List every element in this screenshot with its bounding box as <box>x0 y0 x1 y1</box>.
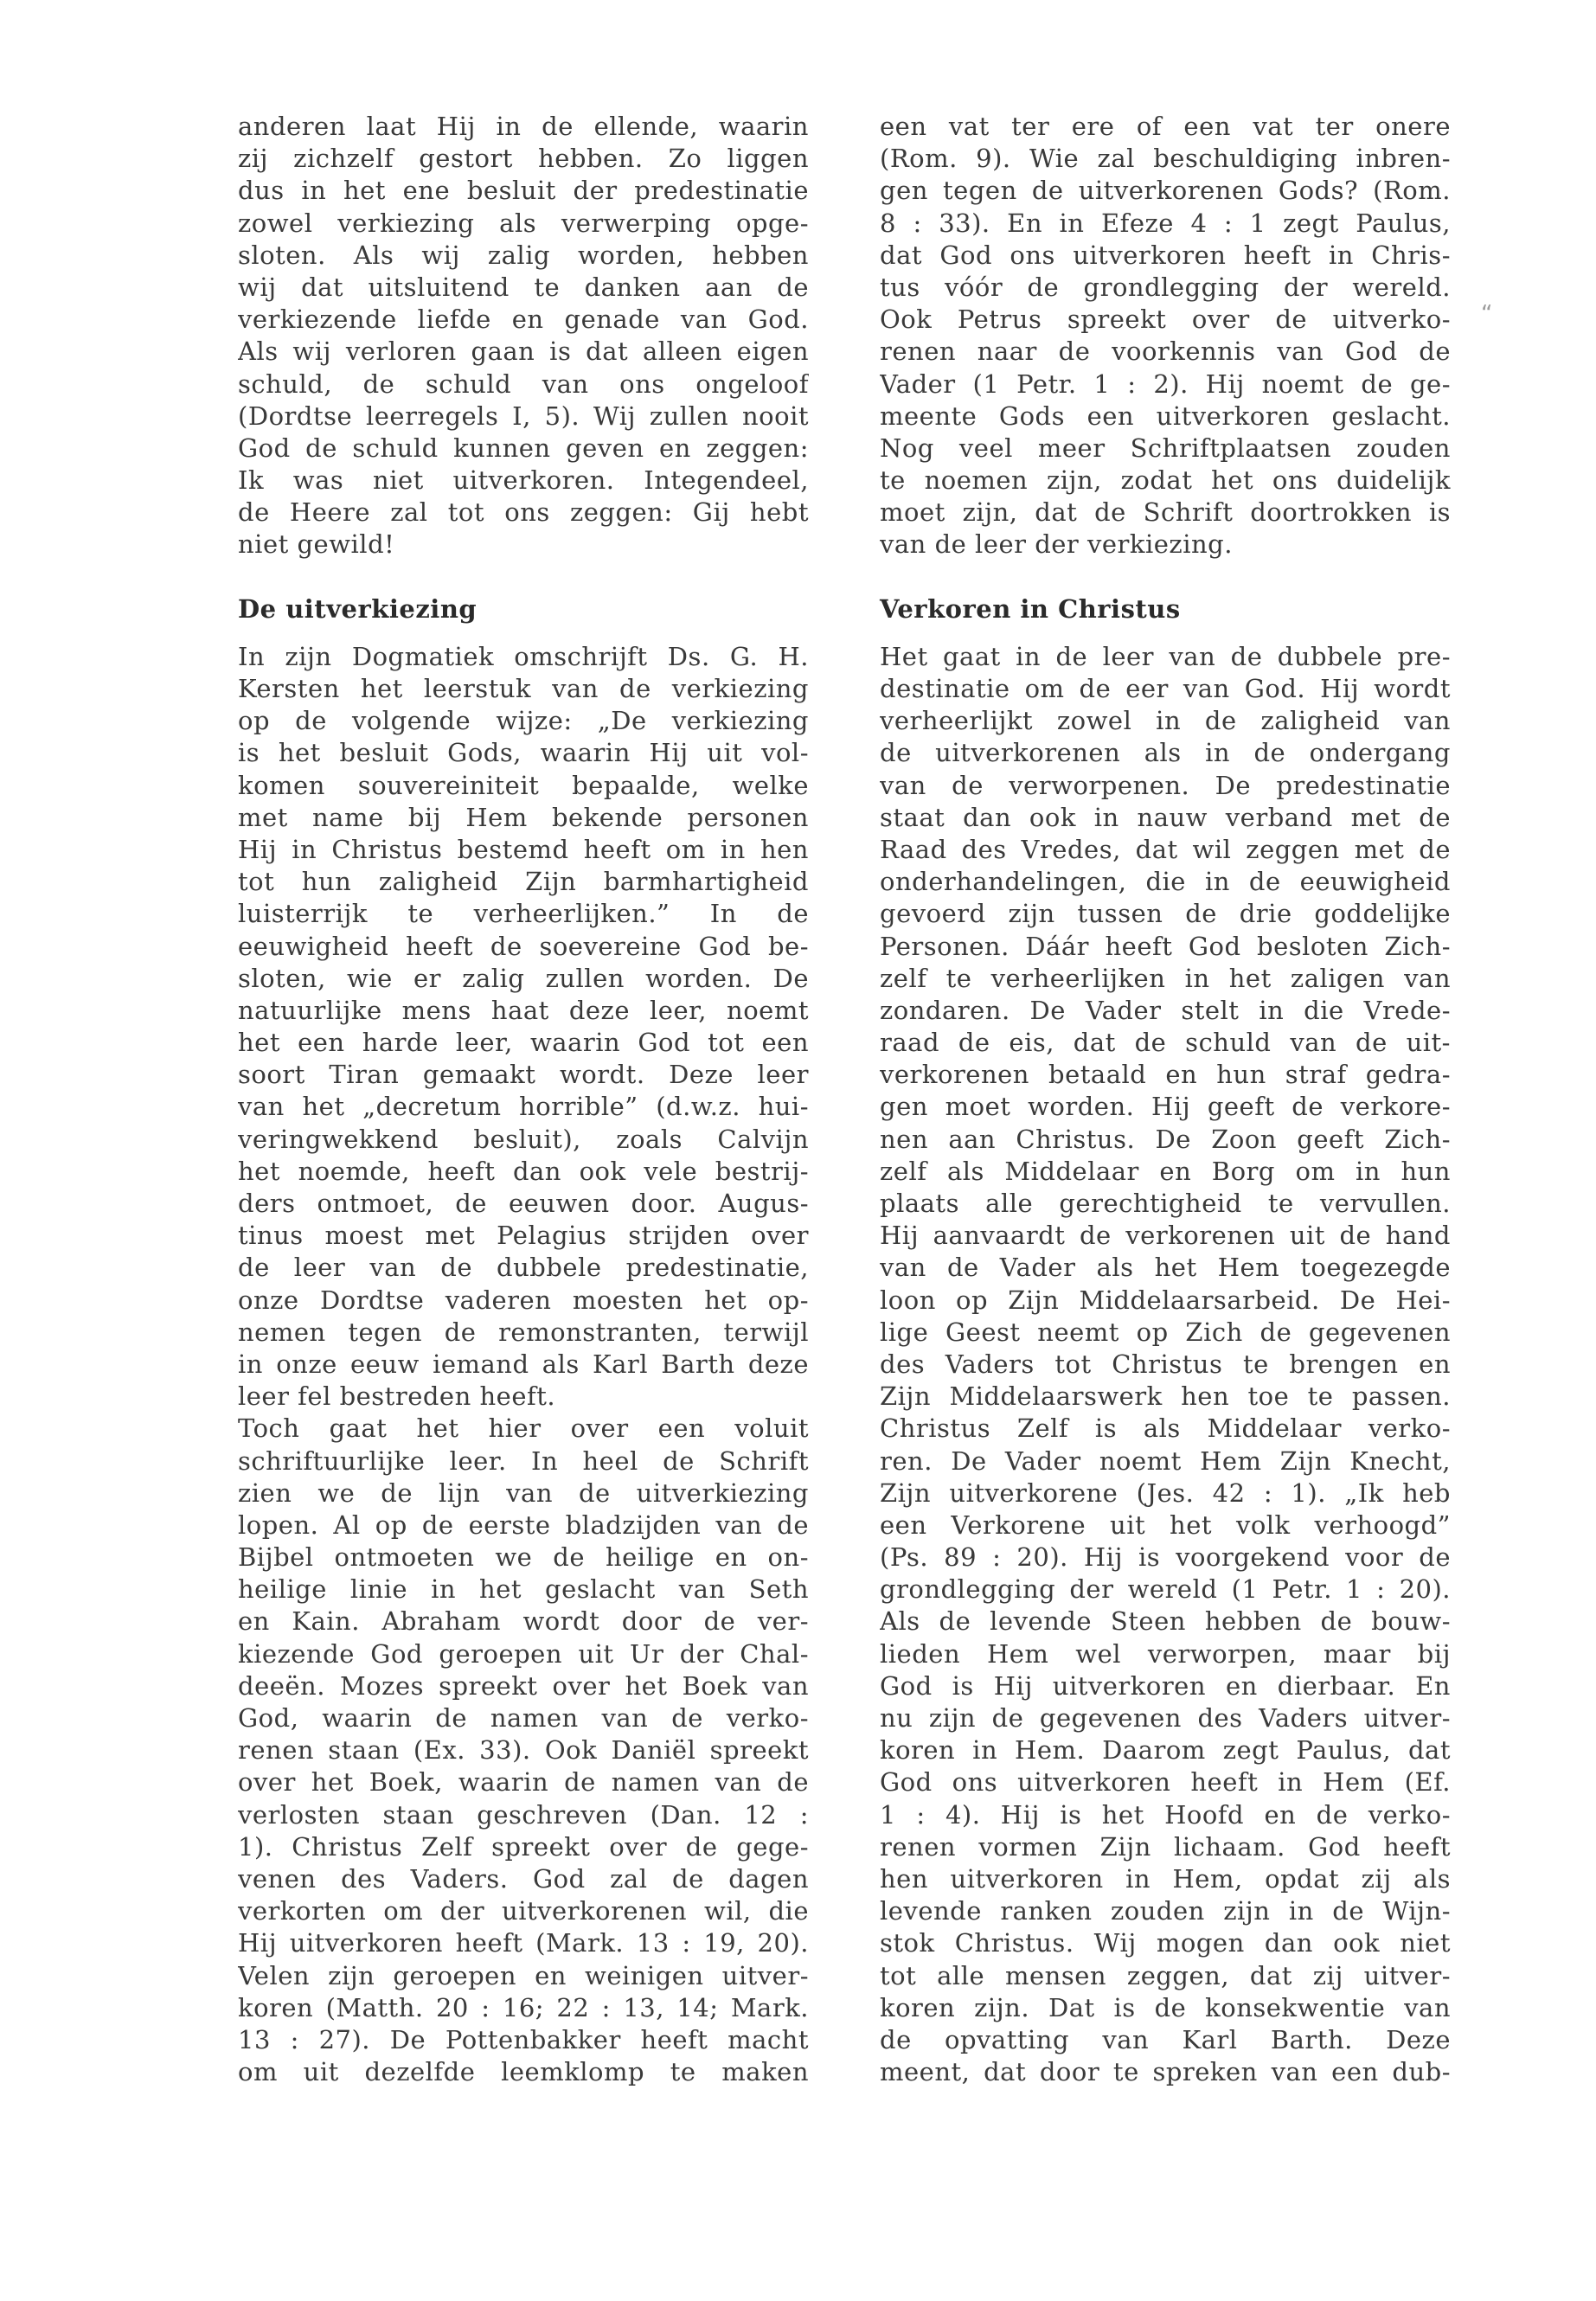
right-paragraph-1 <box>880 111 1451 561</box>
text-line: koren in Hem. Daarom zegt Paulus, dat <box>880 1735 1451 1766</box>
text-line: Bijbel ontmoeten we de heilige en on- <box>238 1542 809 1573</box>
text-line: lopen. Al op de eerste bladzijden van de <box>238 1509 809 1540</box>
text-line: op de volgende wijze: „De verkiezing <box>238 706 809 736</box>
text-line: Hij in Christus bestemd heeft om in hen <box>238 834 809 864</box>
text-line: God ons uitverkoren heeft in Hem (Ef. <box>880 1767 1451 1798</box>
left-paragraph-2 <box>238 641 809 1413</box>
text-line: nemen tegen de remonstranten, terwijl <box>238 1317 809 1347</box>
text-line: onderhandelingen, die in de eeuwigheid <box>880 867 1451 897</box>
text-line: 1 : 4). Hij is het Hoofd en de verko- <box>880 1799 1451 1830</box>
text-line: in onze eeuw iemand als Karl Barth deze <box>238 1349 809 1379</box>
section-heading-uitverkiezing: De uitverkiezing <box>238 593 478 624</box>
text-line: 13 : 27). De Pottenbakker heeft macht <box>238 2024 809 2054</box>
text-line: niet gewild! <box>238 529 395 560</box>
text-line: renen naar de voorkennis van God de <box>880 336 1451 367</box>
text-line: Nog veel meer Schriftplaatsen zouden <box>880 433 1451 463</box>
text-line: tinus moest met Pelagius strijden over <box>238 1221 809 1251</box>
text-line: zien we de lijn van de uitverkiezing <box>238 1477 809 1508</box>
text-line: zelf te verheerlijken in het zaligen van <box>880 963 1451 993</box>
text-line: van de verworpenen. De predestinatie <box>880 770 1451 800</box>
text-line: tus vóór de grondlegging der wereld. <box>880 272 1451 302</box>
text-line: schriftuurlijke leer. In heel de Schrift <box>238 1445 809 1476</box>
text-line: is het besluit Gods, waarin Hij uit vol- <box>238 738 809 768</box>
text-line: destinatie om de eer van God. Hij wordt <box>880 674 1451 703</box>
text-line: lieden Hem wel verworpen, maar bij <box>880 1638 1451 1669</box>
text-line: stok Christus. Wij mogen dan ook niet <box>880 1928 1451 1958</box>
text-line: verkorenen betaald en hun straf gedra- <box>880 1060 1451 1090</box>
text-line: kiezende God geroepen uit Ur der Chal- <box>238 1638 809 1669</box>
text-line: met name bij Hem bekende personen <box>238 802 809 832</box>
text-line: meente Gods een uitverkoren geslacht. <box>880 401 1451 431</box>
text-line: Raad des Vredes, dat wil zeggen met de <box>880 834 1451 864</box>
text-line: God, waarin de namen van de verko- <box>238 1703 809 1733</box>
text-line: Het gaat in de leer van de dubbele pre- <box>880 641 1451 671</box>
text-line: Zijn Middelaarswerk hen toe te passen. <box>880 1381 1451 1412</box>
text-line: gevoerd zijn tussen de drie goddelijke <box>880 899 1451 929</box>
text-line: Velen zijn geroepen en weinigen uitver- <box>238 1960 809 1990</box>
text-line: leer fel bestreden heeft. <box>238 1381 556 1412</box>
text-line: Zijn uitverkorene (Jes. 42 : 1). „Ik heb <box>880 1477 1451 1508</box>
text-line: en Kain. Abraham wordt door de ver- <box>238 1606 809 1637</box>
text-line: meent, dat door te spreken van een dub- <box>880 2057 1451 2087</box>
text-line: gen tegen de uitverkorenen Gods? (Rom. <box>880 176 1451 206</box>
text-line: zowel verkiezing als verwerping opge- <box>238 208 809 238</box>
text-line: nu zijn de gegevenen des Vaders uitver- <box>880 1703 1451 1733</box>
text-line: wij dat uitsluitend te danken aan de <box>238 272 809 302</box>
text-line: (Ps. 89 : 20). Hij is voorgekend voor de <box>880 1542 1451 1573</box>
text-line: koren zijn. Dat is de konsekwentie van <box>880 1992 1451 2022</box>
text-line: deeën. Mozes spreekt over het Boek van <box>238 1670 809 1701</box>
text-line: sloten. Als wij zalig worden, hebben <box>238 240 809 270</box>
text-line: het een harde leer, waarin God tot een <box>238 1028 809 1058</box>
text-line: natuurlijke mens haat deze leer, noemt <box>238 995 809 1025</box>
text-line: moet zijn, dat de Schrift doortrokken is <box>880 497 1451 528</box>
text-line: Als de levende Steen hebben de bouw- <box>880 1606 1451 1637</box>
text-line: Ook Petrus spreekt over de uitverko- <box>880 304 1451 335</box>
text-line: om uit dezelfde leemklomp te maken <box>238 2057 809 2087</box>
text-line: Kersten het leerstuk van de verkiezing <box>238 674 809 703</box>
text-line: van het „decretum horrible” (d.w.z. hui- <box>238 1092 809 1122</box>
text-line: soort Tiran gemaakt wordt. Deze leer <box>238 1060 809 1090</box>
text-line: te noemen zijn, zodat het ons duidelijk <box>880 465 1451 496</box>
text-line: heilige linie in het geslacht van Seth <box>238 1574 809 1605</box>
text-line: venen des Vaders. God zal de dagen <box>238 1863 809 1894</box>
left-paragraph-1 <box>238 111 809 561</box>
text-line: plaats alle gerechtigheid te vervullen. <box>880 1189 1451 1218</box>
text-line: de uitverkorenen als in de ondergang <box>880 738 1451 768</box>
text-line: de leer van de dubbele predestinatie, <box>238 1253 809 1283</box>
text-line: ders ontmoet, de eeuwen door. Augus- <box>238 1189 809 1218</box>
text-line: raad de eis, dat de schuld van de uit- <box>880 1028 1451 1058</box>
text-line: (Dordtse leerregels I, 5). Wij zullen nooit <box>238 401 809 431</box>
right-column <box>880 111 1451 2088</box>
text-line: Christus Zelf is als Middelaar verko- <box>880 1413 1451 1444</box>
text-line: des Vaders tot Christus te brengen en <box>880 1349 1451 1379</box>
text-line: nen aan Christus. De Zoon geeft Zich- <box>880 1124 1451 1154</box>
text-line: verkiezende liefde en genade van God. <box>238 304 809 335</box>
text-line: anderen laat Hij in de ellende, waarin <box>238 112 809 141</box>
text-line: zij zichzelf gestort hebben. Zo liggen <box>238 144 809 174</box>
text-line: het noemde, heeft dan ook vele bestrij- <box>238 1156 809 1186</box>
text-line: luisterrijk te verheerlijken.” In de <box>238 899 809 929</box>
text-line: koren (Matth. 20 : 16; 22 : 13, 14; Mark. <box>238 1992 809 2022</box>
text-line: verkorten om der uitverkorenen wil, die <box>238 1896 809 1926</box>
text-line: God de schuld kunnen geven en zeggen: <box>238 433 809 463</box>
text-line: van de leer der verkiezing. <box>880 529 1233 560</box>
text-line: eeuwigheid heeft de soevereine God be- <box>238 931 809 961</box>
text-line: dus in het ene besluit der predestinatie <box>238 176 809 206</box>
left-column <box>238 111 809 2088</box>
text-line: een vat ter ere of een vat ter onere <box>880 112 1451 141</box>
section-heading-verkoren-in-christus: Verkoren in Christus <box>880 593 1181 624</box>
text-line: dat God ons uitverkoren heeft in Chris- <box>880 240 1451 270</box>
text-line: renen staan (Ex. 33). Ook Daniël spreekt <box>238 1735 809 1766</box>
text-line: onze Dordtse vaderen moesten het op- <box>238 1285 809 1315</box>
text-line: van de Vader als het Hem toegezegde <box>880 1253 1451 1283</box>
right-paragraph-2 <box>880 641 1451 2088</box>
text-line: God is Hij uitverkoren en dierbaar. En <box>880 1670 1451 1701</box>
text-line: komen souvereiniteit bepaalde, welke <box>238 770 809 800</box>
text-line: veringwekkend besluit), zoals Calvijn <box>238 1124 809 1154</box>
text-line: schuld, de schuld van ons ongeloof <box>238 369 809 399</box>
text-line: Als wij verloren gaan is dat alleen eigen <box>238 336 809 367</box>
text-line: tot alle mensen zeggen, dat zij uitver- <box>880 1960 1451 1990</box>
text-line: 8 : 33). En in Efeze 4 : 1 zegt Paulus, <box>880 208 1451 238</box>
text-line: Hij aanvaardt de verkorenen uit de hand <box>880 1221 1451 1251</box>
left-paragraph-3 <box>238 1413 809 2088</box>
text-line: de opvatting van Karl Barth. Deze <box>880 2024 1451 2054</box>
text-line: Vader (1 Petr. 1 : 2). Hij noemt de ge- <box>880 369 1451 399</box>
text-line: tot hun zaligheid Zijn barmhartigheid <box>238 867 809 897</box>
text-line: zondaren. De Vader stelt in die Vrede- <box>880 995 1451 1025</box>
text-line: staat dan ook in nauw verband met de <box>880 802 1451 832</box>
text-line: loon op Zijn Middelaarsarbeid. De Hei- <box>880 1285 1451 1315</box>
text-line: In zijn Dogmatiek omschrijft Ds. G. H. <box>238 641 809 671</box>
text-line: hen uitverkoren in Hem, opdat zij als <box>880 1863 1451 1894</box>
text-line: sloten, wie er zalig zullen worden. De <box>238 963 809 993</box>
text-line: verlosten staan geschreven (Dan. 12 : <box>238 1799 809 1830</box>
margin-mark: “ <box>1481 301 1493 327</box>
text-line: Toch gaat het hier over een voluit <box>238 1413 809 1444</box>
text-line: 1). Christus Zelf spreekt over de gege- <box>238 1831 809 1862</box>
text-line: grondlegging der wereld (1 Petr. 1 : 20). <box>880 1574 1451 1605</box>
text-line: gen moet worden. Hij geeft de verkore- <box>880 1092 1451 1122</box>
text-line: levende ranken zouden zijn in de Wijn- <box>880 1896 1451 1926</box>
text-line: een Verkorene uit het volk verhoogd” <box>880 1509 1451 1540</box>
text-line: lige Geest neemt op Zich de gegevenen <box>880 1317 1451 1347</box>
text-line: Personen. Dáár heeft God besloten Zich- <box>880 931 1451 961</box>
text-line: ren. De Vader noemt Hem Zijn Knecht, <box>880 1445 1451 1476</box>
text-line: verheerlijkt zowel in de zaligheid van <box>880 706 1451 736</box>
text-line: de Heere zal tot ons zeggen: Gij hebt <box>238 497 809 528</box>
text-line: renen vormen Zijn lichaam. God heeft <box>880 1831 1451 1862</box>
text-line: (Rom. 9). Wie zal beschuldiging inbren- <box>880 144 1451 174</box>
text-line: zelf als Middelaar en Borg om in hun <box>880 1156 1451 1186</box>
text-line: over het Boek, waarin de namen van de <box>238 1767 809 1798</box>
text-line: Hij uitverkoren heeft (Mark. 13 : 19, 20). <box>238 1928 809 1958</box>
text-line: Ik was niet uitverkoren. Integendeel, <box>238 465 809 496</box>
